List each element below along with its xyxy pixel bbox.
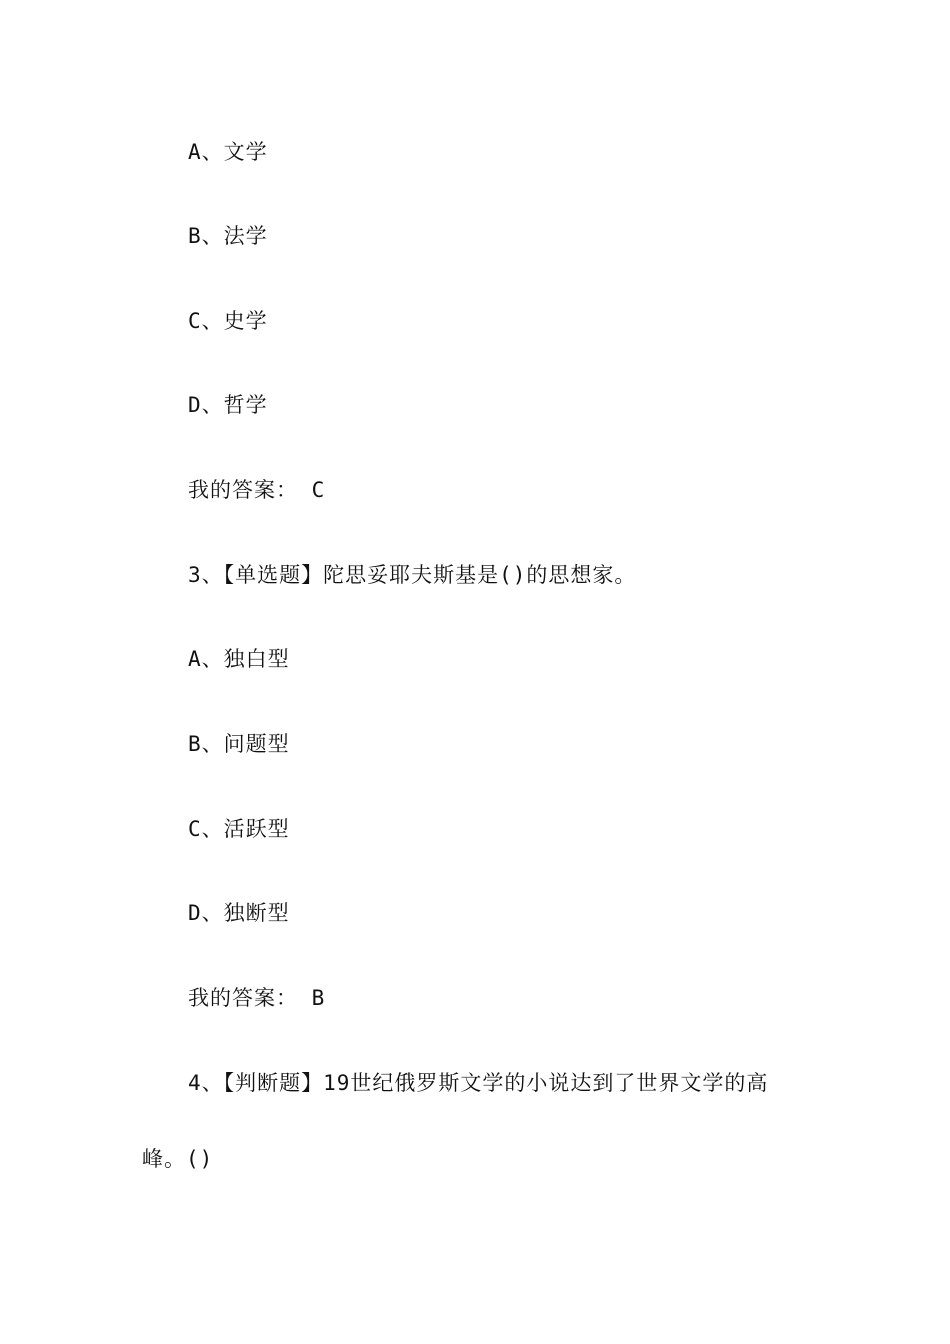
- q4-question-line1: 4、【判断题】19世纪俄罗斯文学的小说达到了世界文学的高: [188, 1071, 769, 1095]
- q3-option-b: B、问题型: [188, 732, 290, 756]
- q2-option-d: D、哲学: [188, 393, 268, 417]
- q2-option-c: C、史学: [188, 309, 268, 333]
- q3-answer-label: 我的答案：: [188, 986, 298, 1010]
- q3-option-a: A、独白型: [188, 647, 290, 671]
- q3-option-c: C、活跃型: [188, 817, 290, 841]
- q2-answer-label: 我的答案：: [188, 478, 298, 502]
- q2-answer: [188, 476, 325, 504]
- q4-question-line2: 峰。(): [142, 1147, 214, 1171]
- q2-answer-value: C: [311, 478, 326, 502]
- q3-option-d: D、独断型: [188, 901, 290, 925]
- q3-answer: [188, 984, 325, 1012]
- q2-option-a: A、文学: [188, 140, 268, 164]
- q2-option-b: B、法学: [188, 224, 268, 248]
- q3-question: 3、【单选题】陀思妥耶夫斯基是()的思想家。: [188, 563, 637, 587]
- q3-answer-value: B: [311, 986, 326, 1010]
